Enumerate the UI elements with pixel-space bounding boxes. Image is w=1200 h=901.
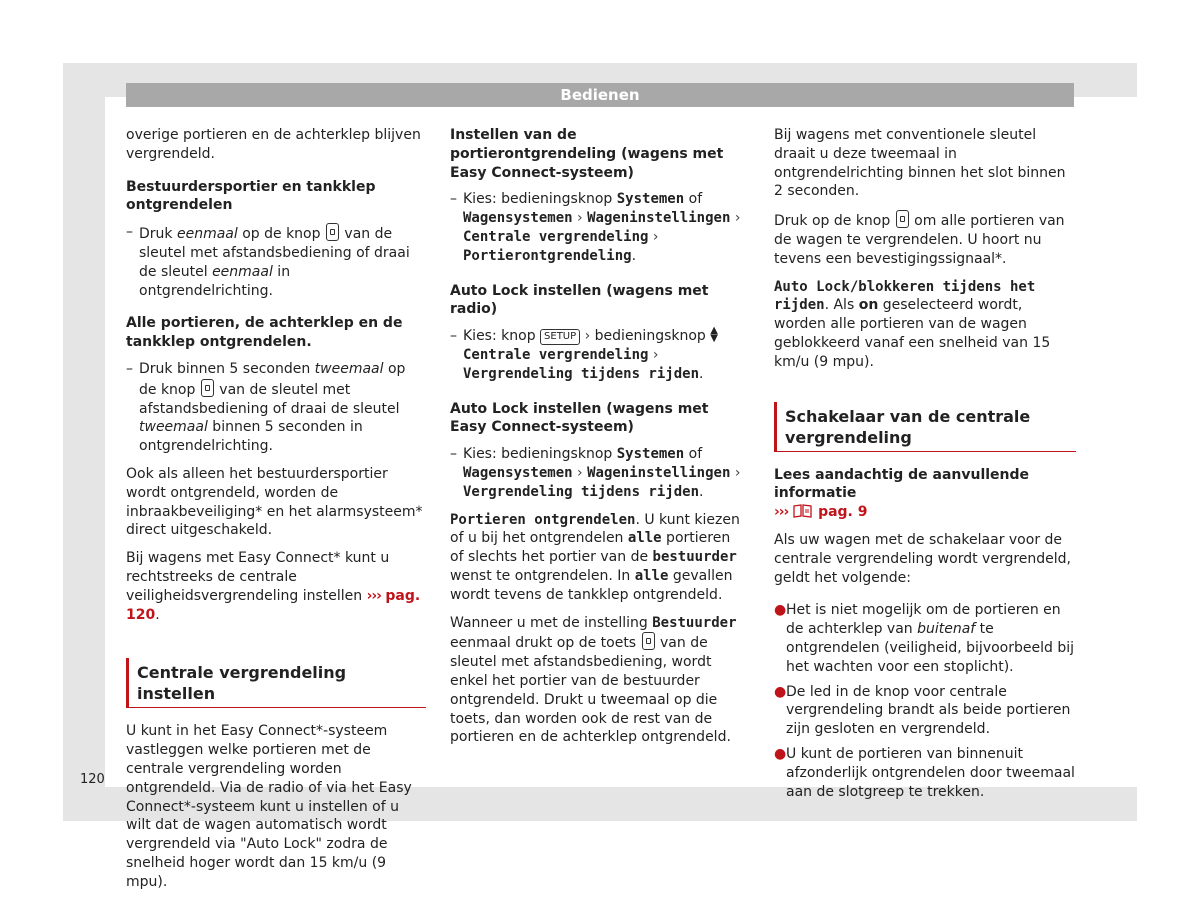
page-number: 120 <box>80 772 105 787</box>
bullet-text: Het is niet mogelijk om de portieren en de achterklep van buitenaf te ontgrendelen (veiligheid, bijvoorbeeld bij het wachten voor een stoplicht). <box>786 602 1074 675</box>
chevron-right-icon: › <box>734 464 741 481</box>
column-3 <box>774 126 1076 807</box>
bullet-item <box>774 683 1076 739</box>
chevron-right-icon: ››› <box>774 504 789 521</box>
paragraph: Als uw wagen met de schakelaar voor de centrale vergrendeling wordt vergrendeld, geldt het volgende: <box>774 531 1071 586</box>
subheading: Bestuurdersportier en tankklep ontgrendelen <box>126 178 376 214</box>
chevron-right-icon: › <box>734 210 741 227</box>
step-text: Druk binnen 5 seconden tweemaal op de knop van de sleutel met afstandsbediening of draai de sleutel tweemaal binnen 5 seconden in ontgrendelrichting. <box>139 360 406 455</box>
section-title: Schakelaar van de centrale vergrendeling <box>774 402 1076 452</box>
step-text: Kies: bedieningsknop Systemen of Wagensystemen › Wageninstellingen › Centrale vergrendeling › Portierontgrendeling. <box>463 191 741 264</box>
subheading: Auto Lock instellen (wagens met radio) <box>450 282 709 318</box>
bullet-item <box>774 745 1076 801</box>
chapter-header: Bedienen <box>126 83 1074 107</box>
dash-marker: – <box>450 191 457 208</box>
column-1 <box>126 126 426 901</box>
paragraph: Bij wagens met conventionele sleutel draait u deze tweemaal in ontgrendelrichting binnen het slot binnen 2 seconden. <box>774 127 1066 200</box>
chevron-right-icon: ››› <box>366 587 381 604</box>
book-reference-icon <box>793 504 813 518</box>
key-unlock-icon <box>201 379 214 397</box>
dash-marker: – <box>450 328 457 345</box>
bullet-item <box>774 601 1076 676</box>
step-text: Kies: knop SETUP › bedieningsknop ▲ ▼ Centrale vergrendeling › Vergrendeling tijdens rijden. <box>463 325 718 382</box>
key-unlock-icon <box>642 632 655 650</box>
bullet-text: U kunt de portieren van binnenuit afzonderlijk ontgrendelen door tweemaal aan de slotgreep te trekken. <box>786 745 1075 800</box>
chevron-right-icon: › <box>652 346 659 363</box>
bullet-text: De led in de knop voor centrale vergrendeling brandt als beide portieren zijn gesloten en vergrendeld. <box>786 683 1071 738</box>
subheading: Alle portieren, de achterklep en de tankklep ontgrendelen. <box>126 315 403 351</box>
instruction-step <box>126 360 426 456</box>
paragraph: overige portieren en de achterklep blijven vergrendeld. <box>126 127 421 162</box>
instruction-step <box>450 190 746 265</box>
subheading: Instellen van de portierontgrendeling (wagens met Easy Connect-systeem) <box>450 127 724 181</box>
page-reference-link[interactable]: pag. 120 <box>126 587 421 623</box>
paragraph: Ook als alleen het bestuurdersportier wordt ontgrendeld, worden de inbraakbeveiliging* en het alarmsysteem* direct uitgeschakeld. <box>126 465 423 539</box>
step-text: Druk eenmaal op de knop van de sleutel met afstandsbediening of draai de sleutel eenmaal in ontgrendelrichting. <box>139 223 426 300</box>
bullet-marker: ● <box>774 683 787 700</box>
key-unlock-icon <box>326 223 339 241</box>
instruction-step <box>450 327 746 383</box>
chevron-right-icon: › <box>577 464 583 481</box>
paragraph: Auto Lock/blokkeren tijdens het rijden. Als on geselecteerd wordt, worden alle portieren van de wagen geblokkeerd vanaf een snelheid van 15 km/u (9 mpu). <box>774 278 1051 370</box>
bullet-marker: ● <box>774 745 787 762</box>
dash-marker: – <box>126 360 133 377</box>
paragraph: Druk op de knop om alle portieren van de wagen te vergrendelen. U hoort nu tevens een bevestigingssignaal*. <box>774 210 1076 268</box>
chevron-right-icon: › <box>577 210 583 227</box>
instruction-step <box>450 445 746 501</box>
subheading: Lees aandachtig de aanvullende informatie ››› pag. 9 <box>774 466 1030 521</box>
paragraph: Wanneer u met de instelling Bestuurder eenmaal drukt op de toets van de sleutel met afstandsbediening, wordt enkel het portier van de bestuurder ontgrendeld. Drukt u tweemaal op die toets, dan worden ook de rest van de portieren en de achterklep ontgrendeld. <box>450 614 737 746</box>
dash-marker: – <box>450 446 457 463</box>
up-down-arrows-icon: ▲ ▼ <box>710 325 718 345</box>
step-text: Kies: bedieningsknop Systemen of Wagensystemen › Wageninstellingen › Vergrendeling tijdens rijden. <box>463 446 741 500</box>
setup-button-icon: SETUP <box>540 329 580 345</box>
chevron-right-icon: › <box>652 228 659 245</box>
paragraph: Portieren ontgrendelen. U kunt kiezen of u bij het ontgrendelen alle portieren of slechts het portier van de bestuurder wenst te ontgrendelen. In alle gevallen wordt tevens de tankklep ontgrendeld. <box>450 511 740 603</box>
paragraph: U kunt in het Easy Connect*-systeem vastleggen welke portieren met de centrale vergrendeling worden ontgrendeld. Via de radio of via het Easy Connect*-systeem kunt u instellen of u wilt dat de wagen automatisch wordt vergrendeld via "Auto Lock" zodra de snelheid hoger wordt dan 15 km/u (9 mpu). <box>126 723 412 890</box>
section-title: Centrale vergrendeling instellen <box>126 658 426 708</box>
instruction-step <box>126 223 426 300</box>
key-lock-icon <box>896 210 909 228</box>
bullet-marker: ● <box>774 602 787 619</box>
chevron-right-icon: › <box>584 328 591 345</box>
dash-marker: – <box>126 224 133 241</box>
page-reference-link[interactable]: pag. 9 <box>818 504 868 521</box>
column-2 <box>450 126 746 756</box>
subheading: Auto Lock instellen (wagens met Easy Connect-systeem) <box>450 400 709 436</box>
paragraph: Bij wagens met Easy Connect* kunt u rechtstreeks de centrale veiligheidsvergrendeling instellen ››› pag. 120. <box>126 550 421 623</box>
